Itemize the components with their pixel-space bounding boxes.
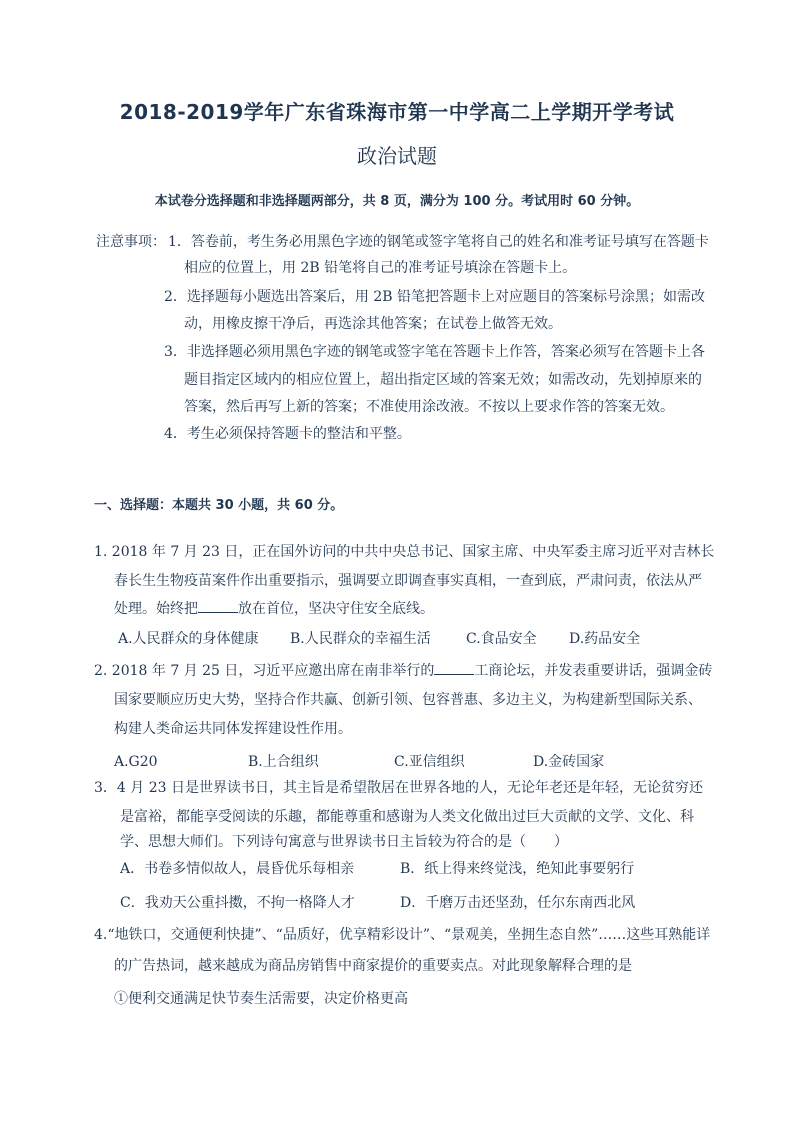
note-3-line-3: 答案，然后再写上新的答案；不准使用涂改液。不按以上要求作答的答案无效。 — [184, 399, 674, 415]
q2-line-1-pre: 2. 2018 年 7 月 25 日，习近平应邀出席在南非举行的 — [94, 663, 435, 679]
q1-line-1: 1. 2018 年 7 月 23 日，正在国外访问的中共中央总书记、国家主席、中央军委主席习近平对吉林长 — [94, 544, 715, 560]
q1-options — [118, 628, 640, 648]
q3-option-d: D．千磨万击还坚劲，任尔东南西北风 — [400, 895, 636, 911]
note-1-line-1: 1．答卷前，考生务必用黑色字迹的钢笔或签字笔将自己的姓名和准考证号填写在答题卡 — [168, 234, 709, 250]
q1-blank — [198, 598, 238, 613]
q2-options — [114, 751, 604, 771]
q1-option-d: D.药品安全 — [569, 631, 641, 647]
q4-line-3: ①便利交通满足快节奏生活需要，决定价格更高 — [114, 991, 408, 1007]
q3-option-a: A．书卷多情似故人，晨昏优乐每相亲 — [120, 861, 355, 877]
note-2-line-2: 动，用橡皮擦干净后，再选涂其他答案；在试卷上做答无效。 — [184, 316, 562, 332]
note-1-line-2: 相应的位置上，用 2B 铅笔将自己的准考证号填涂在答题卡上。 — [184, 260, 577, 276]
q3-options-row-1 — [120, 858, 634, 878]
q1-option-a: A.人民群众的身体健康 — [118, 631, 259, 647]
q2-line-1 — [94, 660, 712, 680]
exam-title: 2018-2019学年广东省珠海市第一中学高二上学期开学考试 — [119, 100, 675, 124]
q1-line-2: 春长生生物疫苗案件作出重要指示，强调要立即调查事实真相，一查到底，严肃问责，依法从严 — [114, 573, 702, 589]
q1-line-3 — [114, 598, 434, 618]
q3-line-3: 学、思想大师们。下列诗句寓意与世界读书日主旨较为符合的是（ ） — [120, 834, 568, 850]
q1-line-3-post: 放在首位，坚决守住安全底线。 — [238, 601, 434, 617]
q2-line-3: 构建人类命运共同体发挥建设性作用。 — [114, 721, 352, 737]
note-3-line-2: 题目指定区域内的相应位置上，超出指定区域的答案无效；如需改动，先划掉原来的 — [184, 372, 702, 388]
q1-line-3-pre: 处理。始终把 — [114, 601, 198, 617]
exam-subtitle: 政治试题 — [357, 144, 437, 168]
section-heading: 一、选择题：本题共 30 小题，共 60 分。 — [94, 498, 344, 513]
q2-line-1-post: 工商论坛，并发表重要讲话，强调金砖 — [474, 663, 713, 679]
q3-option-b: B．纸上得来终觉浅，绝知此事要躬行 — [400, 861, 635, 877]
note-2-line-1: 2．选择题每小题选出答案后，用 2B 铅笔把答题卡上对应题目的答案标号涂黑；如需改 — [164, 289, 706, 305]
q2-option-b: B.上合组织 — [248, 754, 319, 770]
q2-option-d: D.金砖国家 — [533, 754, 605, 770]
q2-option-a: A.G20 — [114, 754, 158, 770]
q3-line-2: 是富裕，都能享受阅读的乐趣，都能尊重和感谢为人类文化做出过巨大贡献的文学、文化、科 — [120, 809, 694, 825]
q1-option-c: C.食品安全 — [466, 631, 537, 647]
notes-label: 注意事项： — [96, 234, 166, 250]
note-3-line-1: 3．非选择题必须用黑色字迹的钢笔或签字笔在答题卡上作答，答案必须写在答题卡上各 — [164, 344, 705, 360]
q2-line-2: 国家要顺应历史大势，坚持合作共赢、创新引领、包容普惠、多边主义，为构建新型国际关系、 — [114, 692, 702, 708]
exam-intro: 本试卷分选择题和非选择题两部分，共 8 页，满分为 100 分。考试用时 60 分钟。 — [154, 194, 640, 209]
q3-line-1: 3．4 月 23 日是世界读书日，其主旨是希望散居在世界各地的人，无论年老还是年轻，无论贫穷还 — [94, 780, 703, 796]
q4-line-2: 的广告热词，越来越成为商品房销售中商家提价的重要卖点。对此现象解释合理的是 — [114, 958, 632, 974]
q3-option-c: C．我劝天公重抖擞，不拘一格降人才 — [120, 895, 355, 911]
q2-option-c: C.亚信组织 — [394, 754, 465, 770]
q2-blank — [434, 660, 474, 675]
note-4-line-1: 4．考生必须保持答题卡的整洁和平整。 — [164, 426, 411, 442]
q3-options-row-2 — [120, 892, 635, 912]
q4-line-1: 4.“地铁口，交通便利快捷”、“品质好，优享精彩设计”、“景观美，坐拥生态自然”……这些耳熟能详 — [94, 927, 711, 943]
q1-option-b: B.人民群众的幸福生活 — [290, 631, 431, 647]
